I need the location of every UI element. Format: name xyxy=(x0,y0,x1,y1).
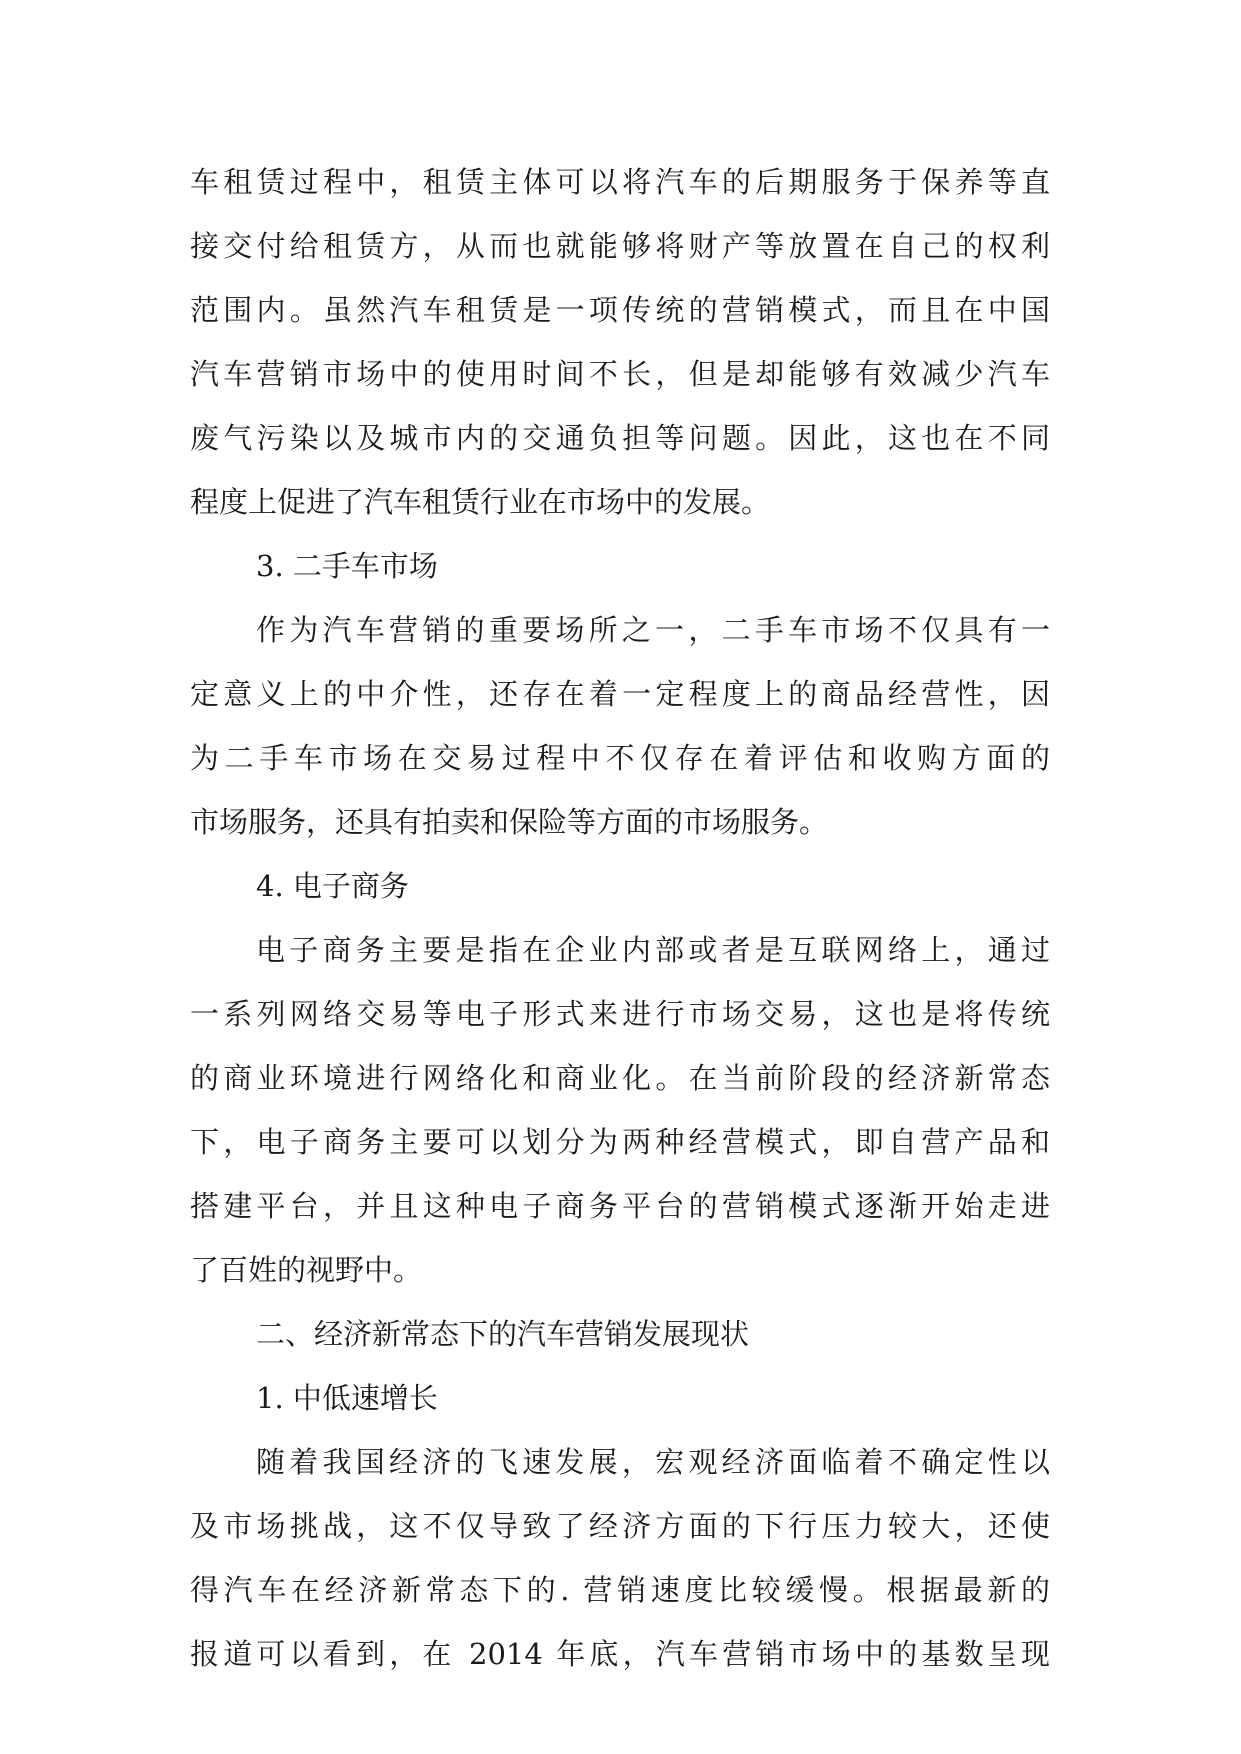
paragraph-line: 范围内。虽然汽车租赁是一项传统的营销模式，而且在中国 xyxy=(190,293,1050,327)
paragraph-line: 一系列网络交易等电子形式来进行市场交易，这也是将传统 xyxy=(190,997,1050,1031)
document-page xyxy=(190,150,1050,1686)
paragraph-line: 车租赁过程中，租赁主体可以将汽车的后期服务于保养等直 xyxy=(190,165,1050,199)
paragraph-line: 为二手车市场在交易过程中不仅存在着评估和收购方面的 xyxy=(190,741,1050,775)
section-heading: 3. 二手车市场 xyxy=(256,549,438,583)
paragraph-line: 及市场挑战，这不仅导致了经济方面的下行压力较大，还使 xyxy=(190,1509,1050,1543)
paragraph-line: 得汽车在经济新常态下的. 营销速度比较缓慢。根据最新的 xyxy=(190,1573,1050,1607)
paragraph-line: 随着我国经济的飞速发展，宏观经济面临着不确定性以 xyxy=(256,1445,1050,1479)
paragraph-line: 作为汽车营销的重要场所之一，二手车市场不仅具有一 xyxy=(256,613,1050,647)
paragraph-line: 程度上促进了汽车租赁行业在市场中的发展。 xyxy=(190,485,771,519)
subsection-heading: 1. 中低速增长 xyxy=(256,1381,438,1415)
paragraph-line: 搭建平台，并且这种电子商务平台的营销模式逐渐开始走进 xyxy=(190,1189,1050,1223)
paragraph-line: 接交付给租赁方，从而也就能够将财产等放置在自己的权利 xyxy=(190,229,1050,263)
paragraph-line: 电子商务主要是指在企业内部或者是互联网络上，通过 xyxy=(256,933,1050,967)
paragraph-line: 汽车营销市场中的使用时间不长，但是却能够有效减少汽车 xyxy=(190,357,1050,391)
paragraph-line: 下，电子商务主要可以划分为两种经营模式，即自营产品和 xyxy=(190,1125,1050,1159)
paragraph-line: 了百姓的视野中。 xyxy=(190,1253,423,1287)
paragraph-line: 报道可以看到，在 2014 年底，汽车营销市场中的基数呈现 xyxy=(190,1637,1050,1671)
paragraph-line: 定意义上的中介性，还存在着一定程度上的商品经营性，因 xyxy=(190,677,1050,711)
paragraph-line: 的商业环境进行网络化和商业化。在当前阶段的经济新常态 xyxy=(190,1061,1050,1095)
paragraph-line: 市场服务，还具有拍卖和保险等方面的市场服务。 xyxy=(190,805,829,839)
paragraph-line: 废气污染以及城市内的交通负担等问题。因此，这也在不同 xyxy=(190,421,1050,455)
section-heading: 4. 电子商务 xyxy=(256,869,409,903)
section-heading: 二、经济新常态下的汽车营销发展现状 xyxy=(256,1317,750,1351)
